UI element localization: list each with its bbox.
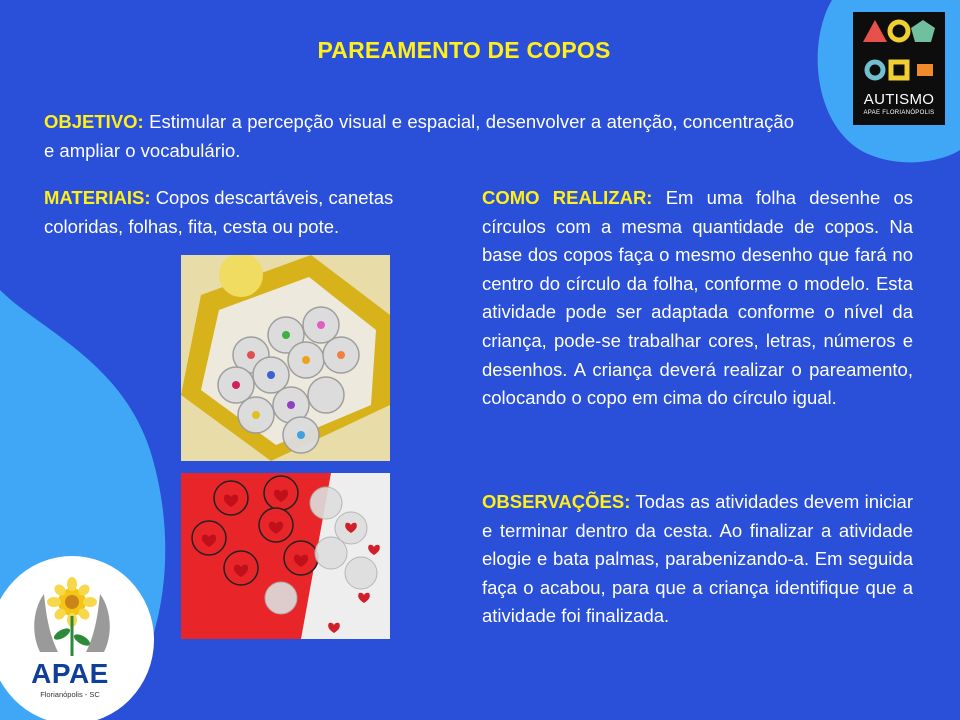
how-to-text: Em uma folha desenhe os círculos com a mesma quantidade de copos. Na base dos copos faça o mesmo desenho que fará no centro do círculo da folha, conforme o modelo. Esta atividade pode ser adaptada conforme o nível da criança, pode-se trabalhar cores, letras, números e desenhos. A criança deverá realizar o pareamento, colocando o copo em cima do círculo igual. — [482, 187, 914, 409]
observations-paragraph — [482, 488, 913, 631]
materials-text: Copos descartáveis, canetas coloridas, folhas, fita, cesta ou pote. — [44, 187, 394, 237]
page-title: PAREAMENTO DE COPOS — [317, 37, 611, 63]
objective-text: Estimular a percepção visual e espacial, desenvolver a atenção, concentração e ampliar o vocabulário. — [44, 111, 795, 161]
autismo-logo-subtitle: APAE FLORIANÓPOLIS — [863, 110, 935, 116]
materials-label: MATERIAIS: — [44, 187, 151, 208]
hearts-sheet-photo — [181, 473, 390, 639]
autismo-logo-title: AUTISMO — [863, 91, 935, 108]
how-to-label: COMO REALIZAR: — [482, 187, 653, 208]
apae-logo — [20, 572, 130, 702]
autismo-logo — [853, 12, 945, 125]
objective-paragraph — [44, 108, 794, 165]
cups-in-box-photo — [181, 255, 390, 461]
materials-paragraph — [44, 184, 444, 241]
apae-logo-subtitle: Florianópolis - SC — [40, 690, 100, 699]
apae-logo-name: APAE — [31, 658, 109, 689]
how-to-paragraph — [482, 184, 913, 413]
observations-label: OBSERVAÇÕES: — [482, 491, 631, 512]
observations-text: Todas as atividades devem iniciar e terminar dentro da cesta. Ao finalizar a atividade elogie e bata palmas, parabenizando-a. Em seguida faça o acabou, para que a criança identifique que a atividade foi finalizada. — [482, 491, 913, 627]
objective-label: OBJETIVO: — [44, 111, 144, 132]
